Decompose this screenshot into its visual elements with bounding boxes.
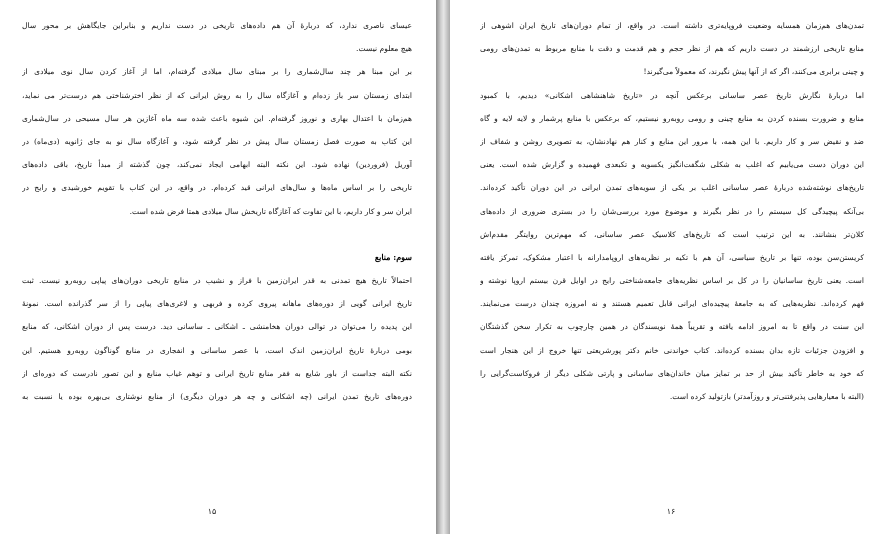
text-line: نکته البته جداست از باور شایع به فقر منابع تاریخ ایرانی و توهم غیاب منابع و این تصور نادرست که دوره‌ای از <box>22 368 412 378</box>
text-line: کلان‌تر بنشانند. به این ترتیب است که تاریخ‌های کلاسیک عصر ساسانی، که مهم‌ترین روایتگر مقدم‌اش <box>480 229 864 239</box>
left-paragraph-2 <box>22 60 412 222</box>
text-line: هیچ معلوم نیست. <box>356 44 412 54</box>
text-line: و افزودن جزئیات تازه بدان بسنده کرده‌اند. کتاب خواندنی خانم دکتر پورشریعتی تنها خروج از این هنجار است <box>480 345 864 355</box>
right-page <box>450 0 892 534</box>
text-line: اما دربارهٔ نگارش تاریخ عصر ساسانی برعکس آنچه در «تاریخ شاهنشاهی اشکانی» دیدیم، با کمبود <box>480 90 864 100</box>
book-spine <box>436 0 450 534</box>
text-line: کریستن‌سن بوده، تنها بر تاریخ سیاسی، آن هم با تکیه بر نظریه‌های اروپامدارانه با اعتبار مشکوک، تمرکز یافته <box>480 252 864 262</box>
text-line: (البته با معیارهایی پذیرفتنی‌تر و روزآمدتر) بازتولید کرده است. <box>669 392 864 401</box>
text-line: تاریخ‌های نوشته‌شده دربارهٔ عصر ساسانی اغلب بر یکی از سویه‌های تمدن ایرانی در این دوران تأکید کرده‌اند. <box>480 183 864 193</box>
text-line: که خود به خاطر تأکید بیش از حد بر تمایز میان خاندان‌های ساسانی و پارتی شکلی دیگر از فروکاست‌گرایی را <box>480 368 864 378</box>
right-paragraph-2 <box>480 84 864 409</box>
text-line: ابتدای زمستان سر باز زده‌ام و آغازگاه سال را به روش ایرانی که از نظر اخترشناختی هم درست‌تر می نماید، <box>22 90 412 100</box>
text-line: ایران سر و کار داریم، با این تفاوت که آغازگاه تاریخش سال میلادی همتا فرض شده است. <box>129 206 412 216</box>
text-line: احتمالاً تاریخ هیچ تمدنی به قدر ایران‌زمین با فراز و نشیب در منابع تاریخی دوران‌های پیاپی روبه‌رو نیست. ثبت <box>22 276 412 286</box>
text-line: تاریخی را بر اساس ماه‌ها و سال‌های ایرانی قید کرده‌ام. در واقع، در این کتاب با تقویم خورشیدی و رایج در <box>22 183 412 193</box>
left-page <box>0 0 436 534</box>
text-line: این سنت در واقع تا به امروز ادامه یافته و تقریباً همهٔ نویسندگان در همین چارچوب به تکرار سخن گذشتگان <box>480 322 864 332</box>
text-line: و چینی برابری می‌کنند، اگر که از آنها پیش نگیرند، که معمولاً می‌گیرند! <box>643 67 864 77</box>
text-line: تمدن‌های هم‌زمان همسایه وضعیت فروپایه‌تری داشته است. در واقع، از تمام دوران‌های تاریخ ایران اشوهی از <box>480 21 864 30</box>
text-line: است. یعنی تاریخ ساسانیان را در کل بر اساس نظریه‌های جامعه‌شناختی رایج در اوایل قرن بیستم اروپا نوشته و <box>480 276 864 286</box>
section-heading: سوم: منابع <box>374 251 412 262</box>
text-line: ضد و نقیض سر و کار داریم. با این همه، با مرور این منابع و کنار هم نهادنشان، به تصویری روشن و شفاف از <box>480 136 864 146</box>
text-line: فهم کرده‌اند. نظریه‌هایی که به جامعهٔ پیچیده‌ای ایرانی قابل تعمیم هستند و نه امروزه چندان درست می‌نمایند. <box>480 299 864 309</box>
text-line: بومی دربارهٔ تاریخ ایران‌زمین اندک است، با عصر ساسانی و انفجاری در منابع گوناگون روبه‌رو هستیم. این <box>22 345 412 355</box>
page-number: ۱۶ <box>666 507 676 516</box>
text-line: بی‌آنکه پیچیدگی کل سیستم را در نظر بگیرند و موضوع مورد بررسی‌شان را در بستری ضروری از داده‌های <box>480 206 864 216</box>
text-line: بر این مبنا هر چند سال‌شماری را بر مبنای سال میلادی گرفته‌ام، اما از آغاز کردن سال نوی میلادی از <box>22 67 412 77</box>
left-paragraph-1 <box>22 14 412 60</box>
left-paragraph-3 <box>22 269 412 408</box>
text-line: منابع تاریخی ارزشمند در دست داریم که هم از نظر حجم و هم قدمت و دقت با منابع مربوط به تمدن‌های رومی <box>480 44 864 54</box>
text-line: تاریخ ایرانی گویی از دوره‌های ماهانه پیروی کرده و فربهی و لاغری‌های پیاپی را از سر گذرانده است. نمونهٔ <box>22 299 412 309</box>
right-paragraph-1 <box>480 14 864 84</box>
text-line: این دوران دست می‌یابیم که اغلب به شکلی شگفت‌انگیز یکسویه و تکبعدی فهمیده و گزارش شده است. یعنی <box>480 160 864 170</box>
text-line: منابع و ضرورت بسنده کردن به منابع چینی و رومی روبه‌رو نیستیم، که برعکس با منابع پرشمار و لایه لایه و گاه <box>480 113 864 123</box>
right-page-text <box>480 14 864 408</box>
text-line: این پدیده را می‌توان در توالی دوران هخامنشی ـ اشکانی ـ ساسانی دید. درست پس از دوران اشکانی، که منابع <box>22 322 412 332</box>
text-line: این کتاب به صورت فصل زمستان سال پیش در نظر گرفته شود، و آغازگاه سال نو به جای ژانویه (دی‌ماه) در <box>22 136 412 146</box>
left-page-text <box>22 14 412 408</box>
text-line: آوریل (فروردین) نهاده شود. این نکته البته ابهامی ایجاد نمی‌کند، چون گذشته از مبدأ تاریخ، باقی داده‌های <box>22 160 412 170</box>
text-line: دوره‌های تاریخ تمدن ایرانی (چه اشکانی و چه هر دوران دیگری) از منابع نوشتاری بی‌بهره بوده یا نسبت به <box>22 392 412 401</box>
text-line: هم‌زمان با اعتدال بهاری و نوروز گرفته‌ام. این شیوه باعث شده سه ماه آغازین هر سال مسیحی در سال‌شماری <box>22 113 412 123</box>
section-gap <box>22 223 412 246</box>
page-number: ۱۵ <box>207 507 217 516</box>
text-line: عیسای ناصری ندارد، که دربارهٔ آن هم داده‌های تاریخی در دست نداریم و بنابراین جایگاهش بر محور سال <box>22 21 412 30</box>
